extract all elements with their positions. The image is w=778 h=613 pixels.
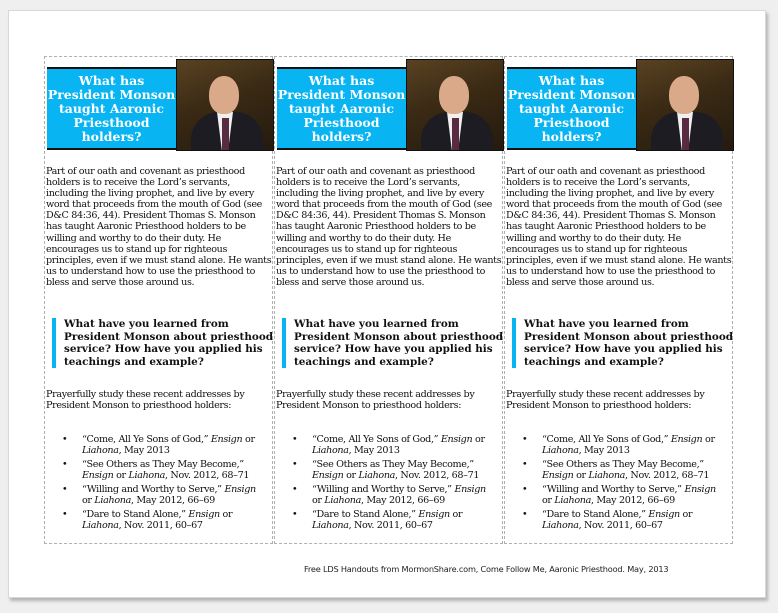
bullet-icon: • — [292, 458, 298, 470]
reflection-question: What have you learned from President Monson about priesthood service? How have you applied his teachings and example? — [512, 318, 742, 368]
footer-credit: Free LDS Handouts from MormonShare.com, Come Follow Me, Aaronic Priesthood. May, 2013 — [304, 564, 669, 574]
cut-line-left — [44, 56, 45, 544]
bullet-icon: • — [62, 458, 68, 470]
reference-item: • “See Others as They May Become,” Ensign or Liahona, Nov. 2012, 68–71 — [522, 458, 710, 482]
intro-paragraph: Part of our oath and covenant as priesthood holders is to receive the Lord’s servants, including the living prophet, and live by every word that proceeds from the mouth of God (see D&C 84:36, 44). President Thomas S. Monson has taught Aaronic Priesthood holders to be willing and worthy to do their duty. He encourages us to stand up for righteous principles, even if we must stand alone. He wants us to understand how to use the priesthood to bless and serve those around us. — [46, 166, 272, 288]
cut-line-bottom — [44, 543, 273, 544]
reference-item: • “Come, All Ye Sons of God,” Ensign or Liahona, May 2013 — [522, 434, 715, 457]
intro-paragraph: Part of our oath and covenant as priesthood holders is to receive the Lord’s servants, including the living prophet, and live by every word that proceeds from the mouth of God (see D&C 84:36, 44). President Thomas S. Monson has taught Aaronic Priesthood holders to be willing and worthy to do their duty. He encourages us to stand up for righteous principles, even if we must stand alone. He wants us to understand how to use the priesthood to bless and serve those around us. — [276, 166, 502, 288]
cut-line-bottom — [504, 543, 733, 544]
handout-title: What has President Monson taught Aaronic Priesthood holders? — [507, 72, 636, 144]
title-box — [277, 67, 406, 150]
portrait-photo — [176, 59, 274, 151]
cut-line-top — [274, 56, 503, 57]
reference-item: • “Come, All Ye Sons of God,” Ensign or Liahona, May 2013 — [292, 434, 485, 457]
reference-item: • “Dare to Stand Alone,” Ensign or Liahona, Nov. 2011, 60–67 — [522, 508, 693, 532]
bullet-icon: • — [62, 508, 68, 520]
handout-card-2 — [274, 56, 503, 544]
cut-line-top — [44, 56, 273, 57]
study-prompt: Prayerfully study these recent addresses by President Monson to priesthood holders: — [506, 389, 705, 411]
bullet-icon: • — [522, 458, 528, 470]
photo-head — [669, 76, 699, 114]
title-box — [507, 67, 636, 150]
reference-item: • “Come, All Ye Sons of God,” Ensign or Liahona, May 2013 — [62, 434, 255, 457]
bullet-icon: • — [292, 483, 298, 495]
cut-line-top — [504, 56, 733, 57]
reference-list — [522, 434, 728, 534]
reflection-question: What have you learned from President Monson about priesthood service? How have you applied his teachings and example? — [282, 318, 512, 368]
bullet-icon: • — [522, 434, 528, 445]
bullet-icon: • — [62, 434, 68, 445]
bullet-icon: • — [292, 508, 298, 520]
photo-head — [439, 76, 469, 114]
handout-header — [47, 67, 272, 149]
cut-line-left — [274, 56, 275, 544]
reference-item: • “See Others as They May Become,” Ensign or Liahona, Nov. 2012, 68–71 — [62, 458, 250, 482]
reference-item: • “Willing and Worthy to Serve,” Ensign or Liahona, May 2012, 66–69 — [522, 483, 716, 507]
bullet-icon: • — [522, 508, 528, 520]
photo-head — [209, 76, 239, 114]
photo-tie — [222, 118, 229, 151]
cut-line-left — [504, 56, 505, 544]
handout-title: What has President Monson taught Aaronic Priesthood holders? — [277, 72, 406, 144]
photo-tie — [452, 118, 459, 151]
reference-list — [62, 434, 268, 534]
cut-line-bottom — [274, 543, 503, 544]
handout-card-1 — [44, 56, 273, 544]
portrait-photo — [406, 59, 504, 151]
handout-header — [277, 67, 502, 149]
reference-list — [292, 434, 498, 534]
reference-item: • “See Others as They May Become,” Ensign or Liahona, Nov. 2012, 68–71 — [292, 458, 480, 482]
portrait-photo — [636, 59, 734, 151]
handout-card-3 — [504, 56, 733, 544]
title-box — [47, 67, 176, 150]
intro-paragraph: Part of our oath and covenant as priesthood holders is to receive the Lord’s servants, including the living prophet, and live by every word that proceeds from the mouth of God (see D&C 84:36, 44). President Thomas S. Monson has taught Aaronic Priesthood holders to be willing and worthy to do their duty. He encourages us to stand up for righteous principles, even if we must stand alone. He wants us to understand how to use the priesthood to bless and serve those around us. — [506, 166, 732, 288]
bullet-icon: • — [62, 483, 68, 495]
photo-tie — [682, 118, 689, 151]
reference-item: • “Willing and Worthy to Serve,” Ensign or Liahona, May 2012, 66–69 — [62, 483, 256, 507]
reference-item: • “Dare to Stand Alone,” Ensign or Liahona, Nov. 2011, 60–67 — [292, 508, 463, 532]
document-page — [8, 10, 766, 598]
reflection-question: What have you learned from President Monson about priesthood service? How have you applied his teachings and example? — [52, 318, 282, 368]
handout-title: What has President Monson taught Aaronic Priesthood holders? — [47, 72, 176, 144]
bullet-icon: • — [292, 434, 298, 445]
reference-item: • “Willing and Worthy to Serve,” Ensign or Liahona, May 2012, 66–69 — [292, 483, 486, 507]
study-prompt: Prayerfully study these recent addresses by President Monson to priesthood holders: — [46, 389, 245, 411]
study-prompt: Prayerfully study these recent addresses by President Monson to priesthood holders: — [276, 389, 475, 411]
bullet-icon: • — [522, 483, 528, 495]
reference-item: • “Dare to Stand Alone,” Ensign or Liahona, Nov. 2011, 60–67 — [62, 508, 233, 532]
handout-header — [507, 67, 732, 149]
